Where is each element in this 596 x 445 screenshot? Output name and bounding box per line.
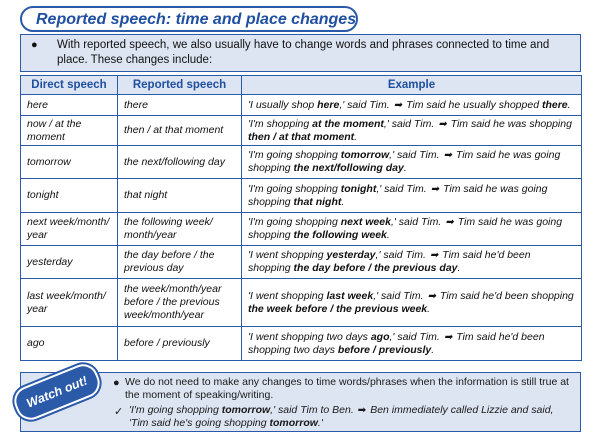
example-emphasis: the following week bbox=[293, 229, 387, 241]
example-text: . bbox=[341, 195, 345, 208]
direct-cell: now / at the moment bbox=[21, 116, 118, 146]
example-cell bbox=[242, 179, 582, 213]
direct-cell: tonight bbox=[21, 179, 118, 213]
example-text: Tim said he usually shopped bbox=[406, 98, 542, 111]
arrow-icon: ➡ bbox=[443, 150, 452, 161]
page-title: Reported speech: time and place changes bbox=[36, 11, 357, 28]
example-text: 'I usually shop bbox=[248, 98, 318, 111]
example-cell bbox=[242, 95, 582, 116]
example-text: 'I went shopping bbox=[248, 249, 327, 261]
watch-out-example bbox=[129, 404, 573, 430]
example-emphasis: that night bbox=[293, 195, 342, 208]
example-emphasis: the next/following day bbox=[293, 162, 404, 174]
reported-cell: the day before / the previous day bbox=[118, 246, 242, 279]
watch-out-text: We do not need to make any changes to time words/phrases when the information is still true at the moment of speaking/writing. bbox=[125, 376, 569, 401]
direct-cell: ago bbox=[21, 327, 118, 361]
example-cell bbox=[242, 213, 582, 246]
example-text: ,' said Tim. bbox=[389, 149, 440, 161]
example-text: Tim said he'd been shopping two days bbox=[248, 330, 545, 356]
watch-out-box bbox=[20, 372, 581, 432]
arrow-icon: ➡ bbox=[357, 405, 367, 416]
arrow-icon: ➡ bbox=[445, 217, 454, 228]
intro-box bbox=[20, 34, 581, 72]
example-text: Tim said he was shopping bbox=[450, 117, 572, 130]
example-emphasis: yesterday bbox=[326, 249, 376, 261]
example-text: ,' said Tim. bbox=[383, 117, 435, 130]
arrow-icon: ➡ bbox=[438, 118, 447, 130]
example-text: . bbox=[457, 262, 461, 274]
example-emphasis: the week before / the previous week bbox=[248, 302, 428, 315]
example-text: Tim said he was going shopping bbox=[248, 149, 561, 174]
table-header-row bbox=[21, 76, 582, 95]
example-text: Tim said he'd been shopping bbox=[248, 249, 531, 274]
table-row bbox=[21, 246, 582, 279]
example-text: 'I'm going shopping bbox=[248, 149, 341, 161]
example-cell bbox=[242, 116, 582, 146]
example-text: ,' said Tim. bbox=[376, 182, 427, 195]
example-cell bbox=[242, 246, 582, 279]
example-text: 'I'm going shopping bbox=[129, 404, 222, 416]
example-emphasis: at the moment bbox=[312, 117, 384, 130]
header-example: Example bbox=[242, 76, 582, 95]
example-text: ,' said Tim. bbox=[339, 98, 390, 111]
arrow-icon: ➡ bbox=[427, 290, 436, 302]
arrow-icon: ➡ bbox=[443, 331, 453, 343]
example-text: . bbox=[427, 302, 431, 315]
example-emphasis: next week bbox=[340, 216, 391, 228]
reported-cell: before / previously bbox=[118, 327, 242, 361]
example-text: . bbox=[354, 130, 358, 143]
example-emphasis: tonight bbox=[340, 182, 377, 195]
example-text: . bbox=[386, 229, 390, 241]
example-cell bbox=[242, 146, 582, 179]
example-text: 'I went shopping two days bbox=[248, 330, 371, 343]
direct-cell: here bbox=[21, 95, 118, 116]
arrow-icon: ➡ bbox=[430, 183, 440, 195]
bullet-icon: ● bbox=[113, 377, 120, 389]
example-text: Tim said he'd been shopping bbox=[439, 289, 574, 302]
checkmark-icon: ✓ bbox=[114, 406, 124, 418]
example-text: 'I'm shopping bbox=[248, 117, 313, 130]
example-text: ,' said Tim. bbox=[389, 330, 440, 343]
arrow-icon: ➡ bbox=[429, 250, 439, 261]
example-text: ,' said Tim. bbox=[375, 249, 426, 261]
reported-cell: the week/month/year before / the previous week/month/year bbox=[118, 279, 242, 327]
title-pill bbox=[20, 6, 358, 32]
example-cell bbox=[242, 327, 582, 361]
example-emphasis: tomorrow bbox=[269, 417, 318, 429]
reported-cell: then / at that moment bbox=[118, 116, 242, 146]
example-text: 'I went shopping bbox=[248, 289, 327, 302]
example-emphasis: tomorrow bbox=[340, 149, 390, 161]
example-emphasis: then / at that moment bbox=[248, 130, 355, 143]
reported-cell: the following week/ month/year bbox=[118, 213, 242, 246]
example-emphasis: ago bbox=[370, 330, 390, 343]
table-row bbox=[21, 95, 582, 116]
example-text: Ben immediately called Lizzie and said, 'Tim said he's going shopping bbox=[129, 404, 554, 429]
bullet-icon: ● bbox=[31, 39, 38, 51]
reported-cell: that night bbox=[118, 179, 242, 213]
table-row bbox=[21, 327, 582, 361]
example-text: 'I'm going shopping bbox=[248, 182, 341, 195]
time-place-table bbox=[20, 75, 582, 361]
example-text: ,' said Tim. bbox=[373, 289, 424, 302]
direct-cell: tomorrow bbox=[21, 146, 118, 179]
watch-out-badge bbox=[10, 360, 104, 424]
table-row bbox=[21, 146, 582, 179]
example-cell bbox=[242, 279, 582, 327]
table-row bbox=[21, 116, 582, 146]
example-emphasis: the day before / the previous day bbox=[293, 262, 458, 274]
example-text: . bbox=[567, 98, 571, 111]
example-text: . bbox=[431, 343, 435, 356]
header-direct-speech: Direct speech bbox=[21, 76, 118, 95]
reported-cell: the next/following day bbox=[118, 146, 242, 179]
example-text: Tim said he was going shopping bbox=[248, 216, 563, 241]
example-text: ,' said Tim to Ben. bbox=[270, 404, 354, 416]
direct-cell: yesterday bbox=[21, 246, 118, 279]
reported-cell: there bbox=[118, 95, 242, 116]
example-emphasis: before / previously bbox=[337, 343, 432, 356]
example-text: Tim said he was going shopping bbox=[248, 182, 548, 208]
direct-cell: next week/month/ year bbox=[21, 213, 118, 246]
intro-text: With reported speech, we also usually have to change words and phrases connected to time and place. These changes include: bbox=[57, 39, 550, 66]
table-row bbox=[21, 279, 582, 327]
header-reported-speech: Reported speech bbox=[118, 76, 242, 95]
example-emphasis: tomorrow bbox=[221, 404, 271, 416]
example-text: 'I'm going shopping bbox=[248, 216, 341, 228]
example-emphasis: there bbox=[541, 98, 568, 111]
arrow-icon: ➡ bbox=[393, 99, 403, 111]
table-row bbox=[21, 213, 582, 246]
example-text: .' bbox=[317, 417, 323, 429]
example-emphasis: last week bbox=[326, 289, 374, 302]
table-row bbox=[21, 179, 582, 213]
example-emphasis: here bbox=[317, 98, 340, 111]
example-text: . bbox=[403, 162, 407, 174]
watch-out-label: Watch out! bbox=[24, 373, 90, 411]
direct-cell: last week/month/ year bbox=[21, 279, 118, 327]
example-text: ,' said Tim. bbox=[390, 216, 442, 228]
